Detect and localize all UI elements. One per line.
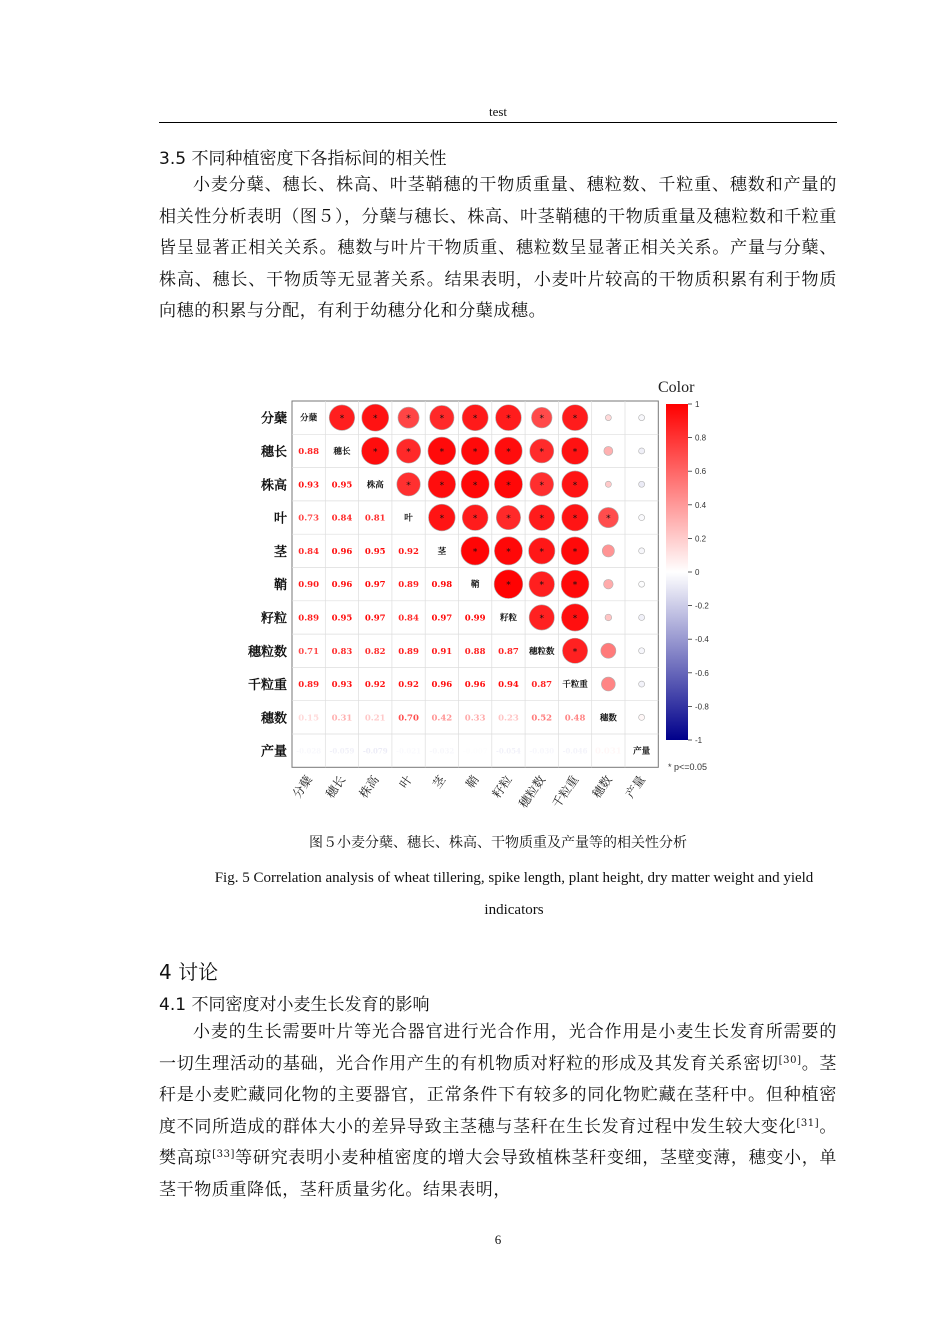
correlation-circle — [639, 515, 645, 521]
significance-marker: * — [339, 414, 345, 425]
column-label: 穗长 — [323, 772, 349, 801]
correlation-value: 0.89 — [398, 646, 419, 657]
para-text-2: 。茎秆是小麦贮藏同化物的主要器官，正常条件下有较多的同化物贮藏在茎秆中。但种植密度不同所造成的群体大小的差异导致主茎穗与茎秆在生长发育过程中发生较大变化 — [159, 1053, 838, 1137]
significance-marker: * — [506, 580, 511, 591]
column-labels — [289, 772, 648, 811]
column-label: 穗数 — [589, 772, 615, 801]
significance-marker: * — [406, 414, 411, 425]
significance-marker: * — [572, 480, 578, 491]
correlation-value: 0.97 — [364, 580, 386, 591]
column-label: 叶 — [396, 772, 416, 791]
significance-marker: * — [539, 514, 544, 525]
correlation-value: -0.021 — [396, 746, 421, 756]
correlation-value: 0.95 — [331, 480, 353, 491]
correlation-value: 0.94 — [498, 680, 519, 691]
row-label: 籽粒 — [260, 611, 287, 627]
correlation-value: -0.007 — [462, 746, 488, 756]
correlation-value: 0.23 — [498, 713, 519, 724]
diagonal-label: 株高 — [366, 480, 384, 491]
correlation-value: 0.21 — [364, 713, 386, 724]
significance-marker: * — [572, 547, 578, 558]
correlation-value: 0.15 — [298, 713, 320, 724]
diagonal-label: 产量 — [633, 746, 651, 757]
figure-caption-en: Fig. 5 Correlation analysis of wheat tillering, spike length, plant height, dry matter weight and yield indicators — [214, 870, 814, 918]
correlation-value: 0.89 — [298, 613, 320, 624]
correlation-value: 0.93 — [298, 480, 320, 491]
correlation-circle — [605, 415, 611, 421]
diagonal-label: 穗数 — [599, 713, 617, 724]
correlation-value: 0.42 — [431, 713, 453, 724]
correlation-value: 0.96 — [331, 580, 353, 591]
correlation-value: 0.84 — [331, 513, 353, 524]
correlation-circle — [605, 614, 612, 621]
correlation-value: 0.97 — [364, 613, 386, 624]
correlation-value: 0.89 — [298, 680, 320, 691]
significance-marker: * — [506, 547, 511, 558]
correlation-circle — [639, 614, 645, 620]
correlation-value: 0.70 — [398, 713, 419, 724]
correlation-value: 0.92 — [364, 680, 386, 691]
significance-marker: * — [506, 514, 511, 525]
significance-note: * p<=0.05 — [668, 762, 708, 772]
correlation-figure — [230, 370, 730, 820]
significance-marker: * — [472, 547, 478, 558]
correlation-value: 0.89 — [398, 580, 419, 591]
row-label: 鞘 — [273, 578, 287, 594]
row-label: 株高 — [260, 478, 287, 494]
correlation-value: 0.87 — [531, 680, 553, 691]
colorbar-tick-label: 0.2 — [695, 534, 707, 544]
significance-marker: * — [373, 447, 378, 458]
correlation-value: 0.91 — [431, 646, 453, 657]
figure-caption-cn: 图５小麦分蘖、穗长、株高、干物质重及产量等的相关性分析 — [309, 835, 687, 851]
section-3-5-paragraph: 小麦分蘖、穗长、株高、叶茎鞘穗的干物质重量、穗粒数、千粒重、穗数和产量的相关性分析表明（图５），分蘖与穗长、株高、叶茎鞘穗的干物质重量及穗粒数和千粒重皆呈显著正相关关系。穗数与叶片干物质重、穗粒数呈显著正相关关系。产量与分蘖、株高、穗长、干物质等无显著关系。结果表明，小麦叶片较高的干物质积累有利于物质向穗的积累与分配，有利于幼穗分化和分蘖成穗。 — [159, 175, 837, 322]
diagonal-label: 穗粒数 — [528, 646, 555, 657]
significance-marker: * — [506, 480, 511, 491]
significance-marker: * — [572, 414, 578, 425]
row-label: 叶 — [273, 511, 287, 527]
correlation-circle — [639, 415, 645, 421]
diagonal-label: 穗长 — [333, 446, 351, 457]
colorbar-tick-label: -0.6 — [695, 668, 709, 678]
column-label: 产量 — [622, 772, 649, 801]
significance-marker: * — [506, 447, 511, 458]
correlation-circle — [639, 681, 645, 687]
correlation-value: 0.88 — [298, 446, 320, 457]
correlation-circle — [639, 714, 645, 720]
section-4-1-paragraph — [159, 1017, 837, 1207]
column-label: 籽粒 — [489, 772, 515, 801]
correlation-value: 0.31 — [331, 713, 353, 724]
correlation-value: 0.97 — [431, 613, 453, 624]
significance-marker: * — [539, 480, 544, 491]
section-heading-3-5: 3.5 不同种植密度下各指标间的相关性 — [159, 149, 447, 169]
significance-marker: * — [572, 580, 578, 591]
correlation-value: 0.95 — [331, 613, 353, 624]
colorbar-tick-label: 0.8 — [695, 433, 707, 443]
colorbar-tick-label: 0.4 — [695, 500, 707, 510]
para-text-3: 。樊高琼 — [159, 1116, 837, 1169]
header-rule — [159, 122, 837, 123]
section-heading-4: 4 讨论 — [159, 960, 219, 984]
significance-marker: * — [572, 613, 578, 624]
row-label: 茎 — [273, 544, 287, 560]
significance-marker: * — [406, 447, 411, 458]
correlation-circle — [604, 446, 613, 455]
correlation-value: 0.52 — [531, 713, 553, 724]
colorbar-gradient — [666, 404, 688, 740]
column-label: 株高 — [356, 772, 382, 801]
column-label: 穗粒数 — [516, 772, 549, 811]
significance-marker: * — [539, 580, 544, 591]
citation-33: [33] — [212, 1149, 236, 1161]
significance-marker: * — [539, 414, 544, 425]
significance-marker: * — [506, 414, 511, 425]
colorbar-tick-label: 1 — [695, 400, 700, 409]
colorbar-tick-label: -0.4 — [695, 635, 709, 645]
significance-marker: * — [439, 414, 445, 425]
colorbar-tick-label: -0.8 — [695, 702, 709, 712]
correlation-value: 0.88 — [464, 646, 486, 657]
significance-marker: * — [539, 613, 544, 624]
correlation-value: 0.99 — [464, 613, 486, 624]
significance-marker: * — [472, 480, 478, 491]
correlation-value: -0.046 — [562, 746, 588, 756]
colorbar-tick-label: -0.2 — [695, 601, 709, 611]
significance-marker: * — [572, 647, 578, 658]
section-heading-4-1: 4.1 不同密度对小麦生长发育的影响 — [159, 995, 430, 1015]
row-label: 穗长 — [260, 444, 287, 460]
diagonal-label: 籽粒 — [499, 613, 517, 624]
para-text-1: 小麦的生长需要叶片等光合器官进行光合作用，光合作用是小麦生长发育所需要的一切生理活动的基础，光合作用产生的有机物质对籽粒的形成及其发育关系密切 — [159, 1022, 837, 1074]
significance-marker: * — [373, 414, 378, 425]
correlation-circle — [639, 648, 645, 654]
row-label: 产量 — [260, 744, 287, 760]
correlation-value: 0.93 — [331, 680, 353, 691]
colorbar-tick-label: 0.6 — [695, 467, 707, 477]
correlation-value: 0.33 — [464, 713, 486, 724]
correlation-value: 0.92 — [398, 546, 419, 557]
diagonal-label: 鞘 — [470, 580, 480, 591]
correlation-value: 0.83 — [331, 646, 353, 657]
significance-marker: * — [472, 447, 478, 458]
correlation-value: 0.98 — [431, 580, 453, 591]
significance-marker: * — [539, 447, 544, 458]
correlation-circle — [604, 579, 614, 589]
row-label: 穗数 — [260, 711, 287, 727]
correlation-value: 0.90 — [298, 580, 320, 591]
significance-marker: * — [439, 514, 445, 525]
correlation-value: 0.96 — [464, 680, 486, 691]
correlation-value: 0.48 — [564, 713, 586, 724]
correlation-value: 0.87 — [498, 646, 519, 657]
significance-marker: * — [472, 514, 478, 525]
significance-marker: * — [572, 447, 578, 458]
correlation-value: 0.96 — [431, 680, 453, 691]
correlation-circle — [601, 677, 615, 691]
correlation-value: -0.028 — [296, 746, 322, 756]
correlation-value: -0.079 — [362, 746, 388, 756]
column-label: 分蘖 — [289, 772, 316, 801]
citation-30: [30] — [778, 1054, 802, 1066]
row-label: 穗粒数 — [247, 644, 287, 660]
citation-31: [31] — [796, 1117, 820, 1129]
diagonal-label: 叶 — [404, 513, 413, 524]
significance-marker: * — [406, 480, 411, 491]
correlation-circle — [639, 548, 645, 554]
column-label: 鞘 — [463, 772, 482, 791]
diagonal-label: 茎 — [437, 546, 447, 557]
significance-marker: * — [539, 547, 544, 558]
correlation-value: 0.73 — [298, 513, 320, 524]
correlation-value: 0.031 — [595, 746, 622, 757]
row-label: 分蘖 — [260, 411, 287, 427]
para-text-4: 等研究表明小麦种植密度的增大会导致植株茎秆变细，茎壁变薄，穗变小，单茎干物质重降低，茎秆质量劣化。结果表明， — [159, 1148, 837, 1200]
significance-marker: * — [572, 514, 578, 525]
colorbar-tick-label: 0 — [695, 568, 700, 577]
correlation-circle — [602, 545, 614, 557]
correlation-circle — [639, 448, 645, 454]
correlation-value: -0.030 — [529, 746, 555, 756]
legend-title: Color — [658, 379, 695, 396]
row-labels — [247, 411, 288, 760]
page-header: test — [488, 104, 508, 119]
diagonal-label: 千粒重 — [562, 680, 588, 691]
diagonal-label: 分蘖 — [300, 413, 318, 424]
correlation-value: 0.71 — [298, 646, 320, 657]
correlation-value: 0.92 — [398, 680, 419, 691]
correlation-value: -0.059 — [329, 746, 355, 756]
colorbar-tick-label: -1 — [695, 736, 703, 745]
significance-marker: * — [472, 414, 478, 425]
correlation-value: 0.82 — [364, 646, 386, 657]
significance-marker: * — [439, 480, 445, 491]
correlation-value: 0.84 — [398, 613, 419, 624]
significance-marker: * — [439, 447, 445, 458]
significance-marker: * — [606, 514, 611, 525]
correlation-value: 0.96 — [331, 546, 353, 557]
column-label: 茎 — [429, 772, 449, 791]
column-label: 千粒重 — [549, 772, 582, 811]
row-label: 千粒重 — [247, 678, 287, 694]
correlation-value: -0.054 — [496, 746, 521, 756]
correlation-circle — [605, 481, 611, 487]
correlation-circle — [639, 581, 645, 587]
colorbar — [666, 400, 709, 745]
correlation-value: -0.032 — [429, 746, 455, 756]
correlation-circle — [601, 643, 616, 658]
page-number: 6 — [494, 1232, 502, 1247]
correlation-circle — [639, 481, 645, 487]
correlation-value: 0.95 — [364, 546, 386, 557]
correlation-value: 0.81 — [364, 513, 386, 524]
correlation-value: 0.84 — [298, 546, 320, 557]
